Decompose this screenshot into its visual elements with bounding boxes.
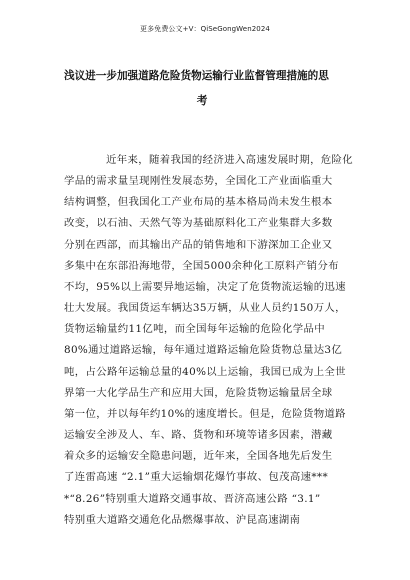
body-line: 壮大发展。我国货运车辆达35万辆，从业人员约150万人， bbox=[64, 302, 346, 315]
body-line: 近年来，随着我国的经济进入高速发展时期，危险化 bbox=[106, 154, 354, 166]
body-line: 学品的需求量呈现刚性发展态势，全国化工产业面临重大 bbox=[64, 175, 333, 188]
body-line: 着众多的运输安全隐患问题，近年来，全国各地先后发生 bbox=[64, 450, 333, 463]
header-note: 更多免费公文+V：QiSeGongWen2024 bbox=[140, 25, 270, 33]
body-line: 界第一大化学品生产和应用大国，危险货物运输量居全球 bbox=[64, 386, 333, 399]
body-line: 分别在西部，而其输出产品的销售地和下游深加工企业又 bbox=[64, 238, 333, 251]
body-line: 第一位，并以每年约10%的速度增长。但是，危险货物道路 bbox=[64, 407, 346, 420]
body-line: 80%通过道路运输，每年通过道路运输危险货物总量达3亿 bbox=[64, 344, 343, 357]
body-line: 特别重大道路交通危化品燃爆事故、沪昆高速湖南 bbox=[64, 513, 301, 526]
title-line-2: 考 bbox=[196, 95, 208, 107]
document-body bbox=[64, 150, 354, 531]
body-line: 结构调整，但我国化工产业布局的基本格局尚未发生根本 bbox=[64, 196, 333, 209]
body-line: 改变，以石油、天然气等为基础原料化工产业集群大多数 bbox=[64, 217, 333, 230]
body-line: 运输安全涉及人、车、路、货物和环境等诸多因素，潜藏 bbox=[64, 429, 333, 442]
body-line: 多集中在东部沿海地带，全国5000余种化工原料产销分布 bbox=[64, 259, 339, 272]
document-title bbox=[64, 64, 354, 114]
body-line: *“8.26”特别重大道路交通事故、晋济高速公路 “3.1” bbox=[64, 492, 321, 505]
title-line-1: 浅议进一步加强道路危险货物运输行业监督管理措施的思 bbox=[64, 70, 329, 82]
body-line: 了连雷高速 “2.1”重大运输烟花爆竹事故、包茂高速*** bbox=[64, 471, 328, 484]
body-line: 货物运输量约11亿吨，而全国每年运输的危险化学品中 bbox=[64, 323, 325, 336]
body-line: 吨，占公路年运输总量的40%以上运输，我国已成为上全世 bbox=[64, 365, 346, 378]
body-line: 不均，95%以上需要异地运输，决定了危货物流运输的迅速 bbox=[64, 280, 346, 293]
